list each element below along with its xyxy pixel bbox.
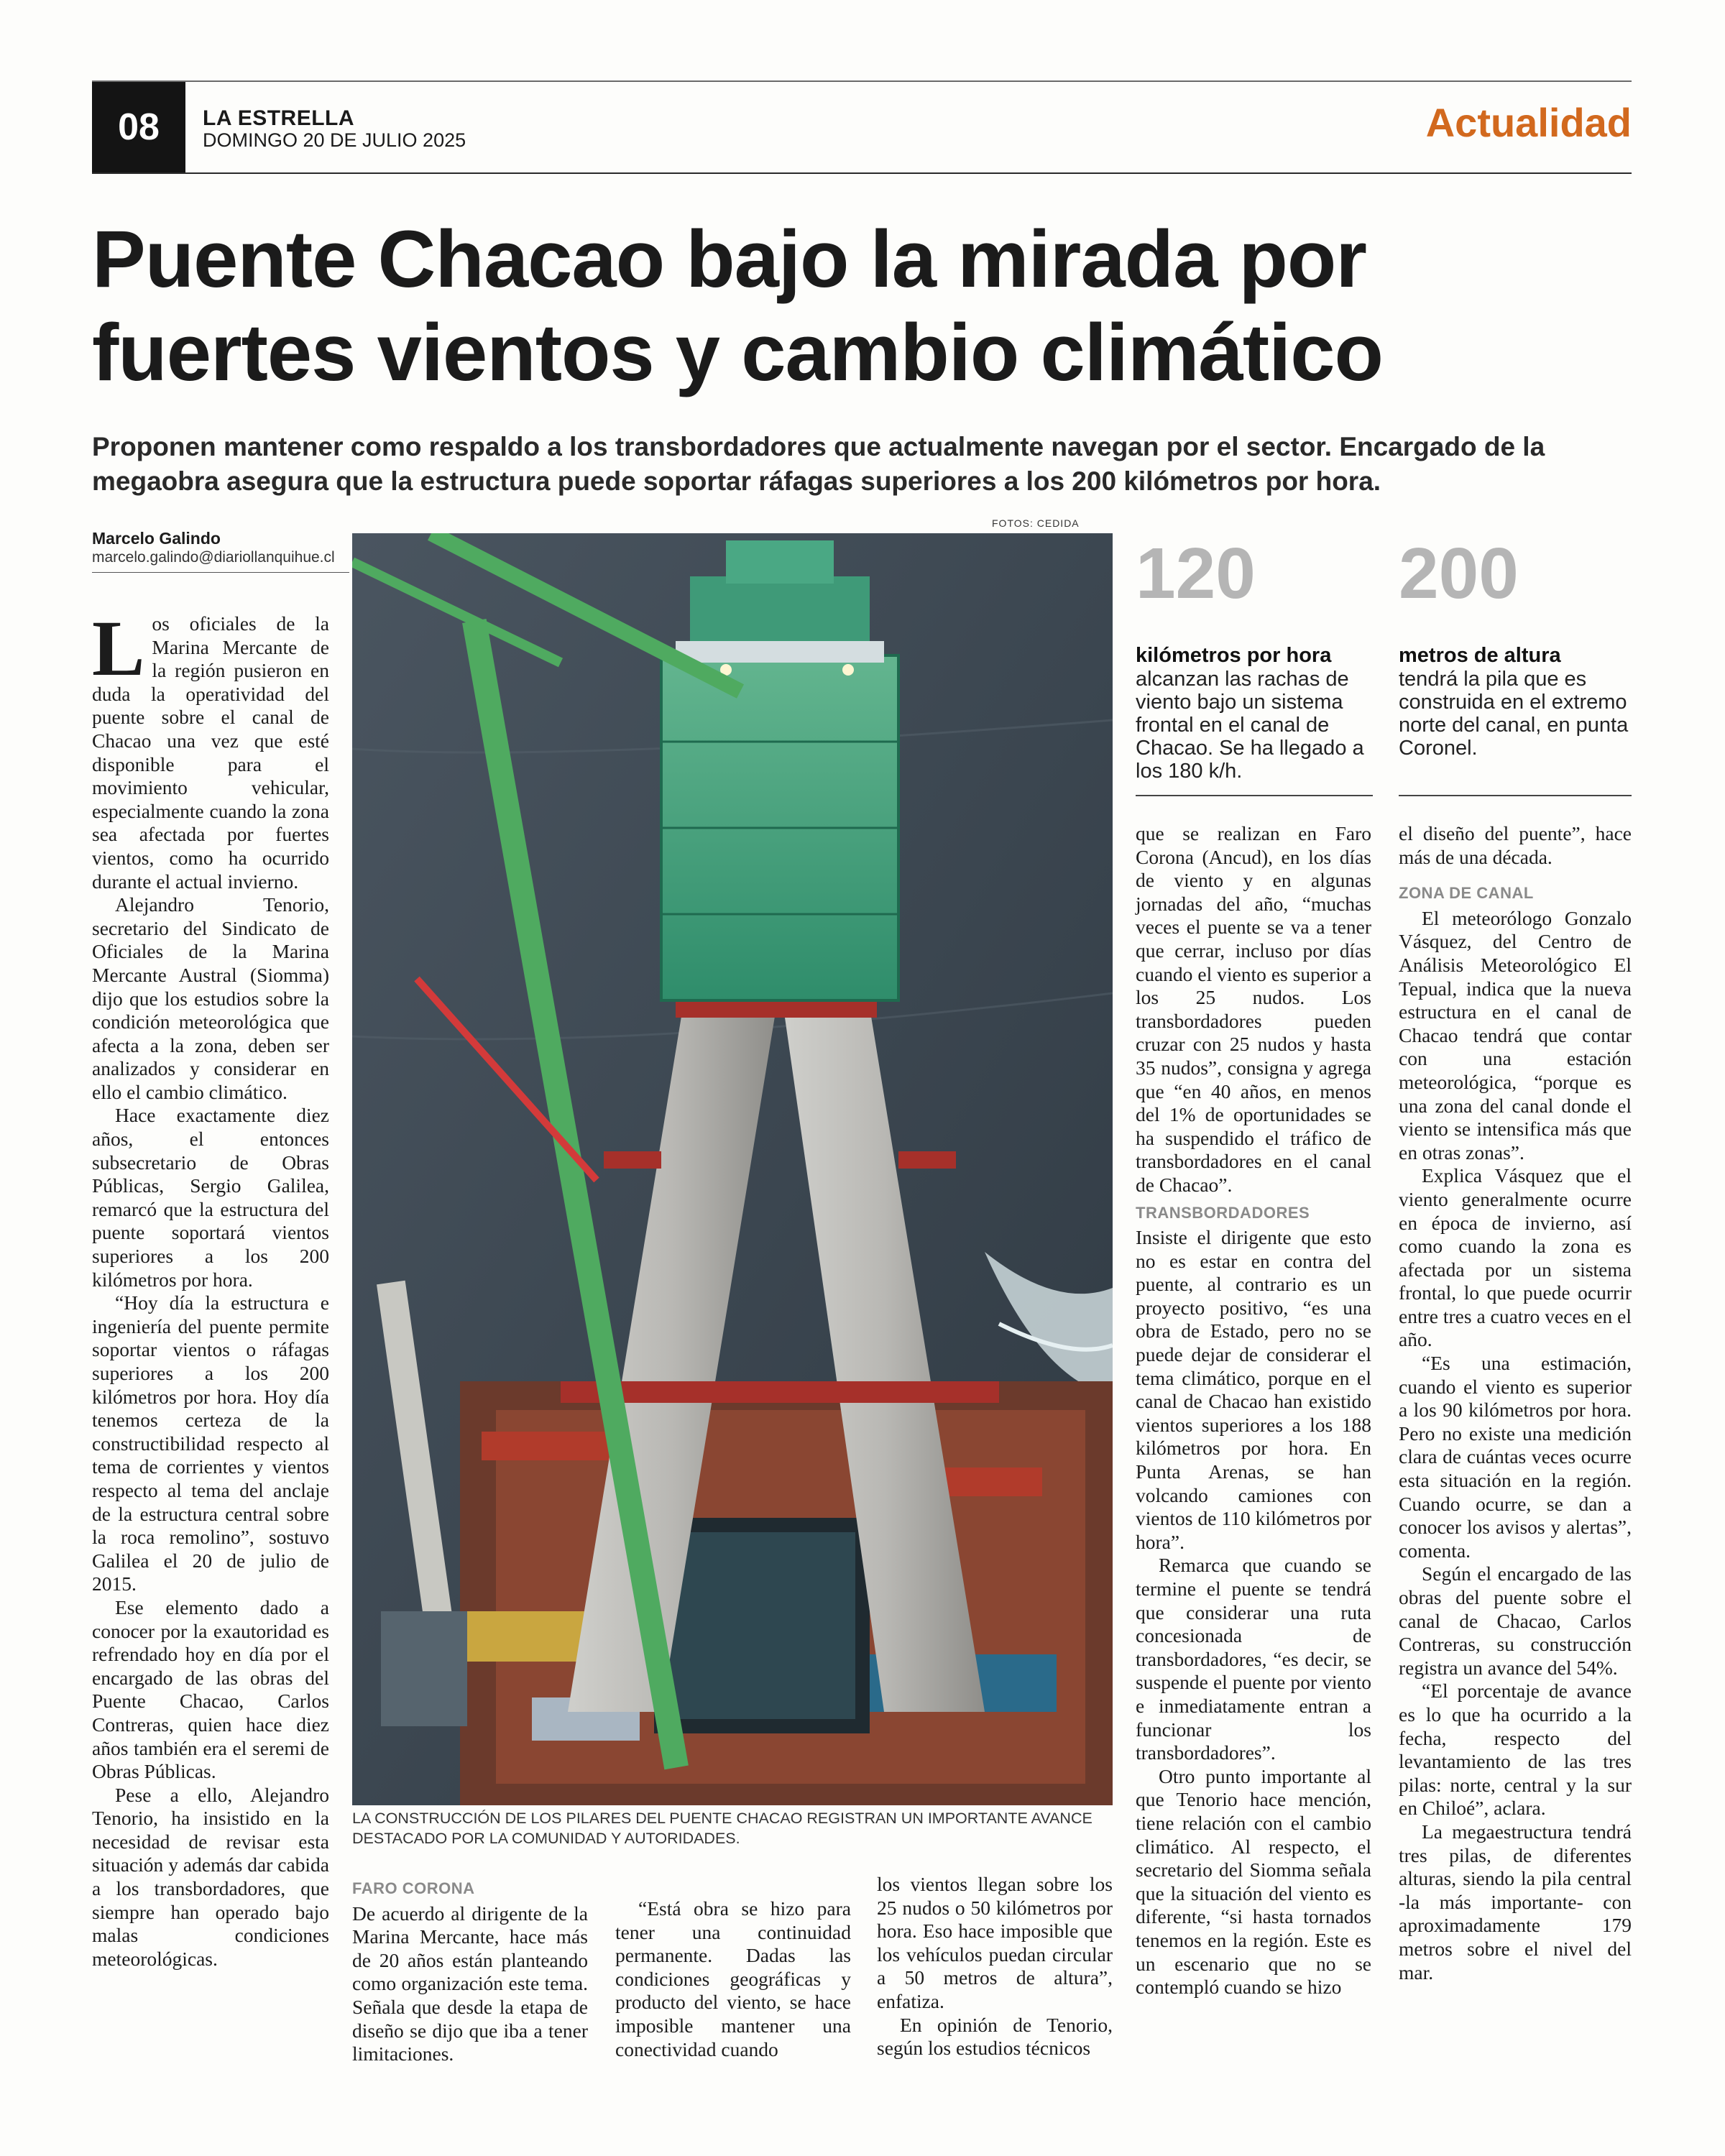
paragraph: Insiste el dirigente que esto no es estar en contra del puente, al contrario es un proyecto positivo, “es una obra de Estado, pero no se puede dejar de considerar el tema climático, porque en el canal de Chacao han existido vientos superiores a los 188 kilómetros por hora. En Punta Arenas, se han volcando camiones con vientos de 110 kilómetros por hora”. [1136, 1226, 1371, 1553]
header-top-rule [92, 80, 1632, 82]
header-bottom-rule [92, 172, 1632, 174]
paragraph: Remarca que cuando se termine el puente se tendrá que considerar una ruta concesionada de transbordadores, “es decir, se suspende el puente por viento e inmediatamente entran a funcionar los transbordadores”. [1136, 1554, 1371, 1764]
paragraph [92, 604, 329, 893]
fact-label: kilómetros por hora [1136, 644, 1332, 667]
author-name: Marcelo Galindo [92, 529, 221, 548]
column-2 [352, 1873, 588, 2066]
column-6 [1399, 822, 1632, 1984]
fact-text: tendrá la pila que es construida en el extremo norte del canal, en punta Coronel. [1399, 668, 1629, 760]
column-5 [1136, 822, 1371, 1999]
fact-rule [1136, 795, 1373, 796]
paragraph: “Está obra se hizo para tener una continuidad permanente. Dadas las condiciones geográficas y producto del viento, se hace imposible mantener una conectividad cuando [615, 1897, 851, 2060]
subhead-zona-de-canal: ZONA DE CANAL [1399, 884, 1534, 903]
paragraph: que se realizan en Faro Corona (Ancud), en los días de viento y en algunas jornadas del año, “muchas veces el puente se va a tener que cerrar, incluso por días cuando el viento es superior a los 25 nudos. Los transbordadores pueden cruzar con 25 nudos y hasta 35 nudos”, consigna y agrega que “en 40 años, en menos del 1% de oportunidades se ha suspendido el tráfico de transbordadores en el canal de Chacao”. [1136, 822, 1371, 1196]
paragraph: Hace exactamente diez años, el entonces subsecretario de Obras Públicas, Sergio Galilea, remarcó que la estructura del puente soportará vientos superiores a los 200 kilómetros por hora. [92, 1104, 329, 1291]
paragraph-text: os oficiales de la Marina Mercante de la región pusieron en duda la operatividad del puente sobre el canal de Chacao una vez que esté disponible para el movimiento vehicular, especialmente cuando la zona sea afectada por fuertes vientos, como ha ocurrido durante el actual invierno. [92, 612, 329, 893]
paragraph: Pese a ello, Alejandro Tenorio, ha insistido en la necesidad de revisar esta situación y además dar cabida a los transbordadores, que siempre han operado bajo malas condiciones meteorológicas. [92, 1783, 329, 1970]
headline: Puente Chacao bajo la mirada por fuertes vientos y cambio climático [92, 214, 1383, 397]
fact-box-wind [1136, 533, 1373, 783]
paragraph: los vientos llegan sobre los 25 nudos o 50 kilómetros por hora. Eso hace imposible que los vehículos puedan circular a 50 metros de altura”, enfatiza. [877, 1873, 1113, 2012]
paragraph: Ese elemento dado a conocer por la exautoridad es refrendado hoy en día por el encargado de las obras del Puente Chacao, Carlos Contreras, quien hace diez años también era el seremi de Obras Públicas. [92, 1595, 329, 1783]
fact-label: metros de altura [1399, 644, 1561, 667]
paragraph: La megaestructura tendrá tres pilas, de diferentes alturas, siendo la pila central -la más importante- con aproximadamente 179 metros sobre el nivel del mar. [1399, 1820, 1632, 1984]
author-email: marcelo.galindo@diariollanquihue.cl [92, 549, 335, 566]
paragraph: De acuerdo al dirigente de la Marina Mercante, hace más de 20 años están planteando como organización este tema. Señala que desde la etapa de diseño se dijo que iba a tener limitaciones. [352, 1902, 588, 2065]
byline-rule [92, 572, 349, 573]
paragraph: Explica Vásquez que el viento generalmente ocurre en época de invierno, así como cuando la zona es afectada por un sistema frontal, lo que puede ocurrir entre tres a cuatro veces en el año. [1399, 1164, 1632, 1351]
fact-number: 200 [1399, 533, 1519, 614]
subhead-faro-corona: FARO CORONA [352, 1879, 475, 1897]
subhead-transbordadores: TRANSBORDADORES [1136, 1203, 1310, 1222]
paragraph: El meteorólogo Gonzalo Vásquez, del Centro de Análisis Meteorológico El Tepual, indica que la nueva estructura en el canal de Chacao tendrá que contar con una estación meteorológica, “porque es una zona del canal donde el viento se intensifica más que en otras zonas”. [1399, 906, 1632, 1164]
issue-date: DOMINGO 20 DE JULIO 2025 [203, 129, 466, 151]
fact-box-height [1399, 533, 1632, 760]
column-4 [877, 1873, 1113, 2060]
paragraph: “Es una estimación, cuando el viento es superior a los 90 kilómetros por hora. Pero no existe una medición clara de cuántas veces ocurre esta situación en la región. Cuando ocurre, se dan a conocer los avisos y alertas”, comenta. [1399, 1352, 1632, 1562]
fact-text: alcanzan las rachas de viento bajo un sistema frontal en el canal de Chacao. Se ha llegado a los 180 k/h. [1136, 668, 1364, 783]
bridge-construction-photo [352, 533, 1113, 1805]
paragraph: En opinión de Tenorio, según los estudios técnicos [877, 2013, 1113, 2060]
column-3 [615, 1873, 851, 2061]
deck: Proponen mantener como respaldo a los transbordadores que actualmente navegan por el sector. Encargado de la megaobra asegura que la estructura puede soportar ráfagas superiores a los 200 kilómetros por hora. [92, 432, 1545, 496]
section-name: Actualidad [1425, 100, 1632, 145]
paragraph: “El porcentaje de avance es lo que ha ocurrido a la fecha, respecto del levantamiento de las tres pilas: norte, central y la sur en Chiloé”, aclara. [1399, 1680, 1632, 1820]
column-1 [92, 604, 329, 1971]
fact-number: 120 [1136, 533, 1256, 614]
paragraph: Según el encargado de las obras del puente sobre el canal de Chacao, Carlos Contreras, su construcción registra un avance del 54%. [1399, 1562, 1632, 1679]
drop-cap: L [92, 604, 145, 692]
fact-rule [1399, 795, 1632, 796]
paragraph: Alejandro Tenorio, secretario del Sindicato de Oficiales de la Marina Mercante Austral (Siomma) dijo que los estudios sobre la condición meteorológica que afecta a la zona, deben ser analizados y considerar en ello el cambio climático. [92, 893, 329, 1103]
paragraph: el diseño del puente”, hace más de una década. [1399, 822, 1632, 868]
photo-credit: FOTOS: CEDIDA [992, 517, 1080, 529]
paragraph: “Hoy día la estructura e ingeniería del puente permite soportar vientos o ráfagas superiores a los 200 kilómetros por hora. Hoy día tenemos certeza de la constructibilidad respecto al tema de corrientes y vientos respecto al tema del anclaje de la estructura central sobre la roca remolino”, sostuvo Galilea el 20 de julio de 2015. [92, 1291, 329, 1595]
photo-caption: LA CONSTRUCCIÓN DE LOS PILARES DEL PUENTE CHACAO REGISTRAN UN IMPORTANTE AVANCE DESTACADO POR LA COMUNIDAD Y AUTORIDADES. [352, 1810, 1092, 1847]
newspaper-name: LA ESTRELLA [203, 106, 355, 130]
page-number: 08 [92, 82, 185, 172]
paragraph: Otro punto importante al que Tenorio hace mención, tiene relación con el cambio climático. Al respecto, el secretario del Siomma señala que la situación del viento es diferente, “si hasta tornados tenemos en la región. Este es un escenario que no se contempló cuando se hizo [1136, 1764, 1371, 1999]
